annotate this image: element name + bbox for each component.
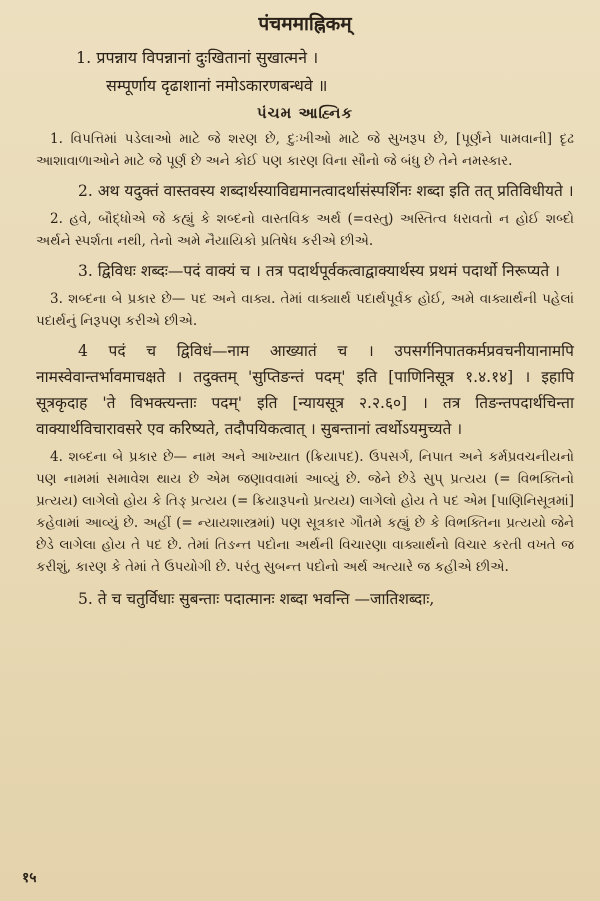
invocation-verse — [36, 44, 574, 100]
paragraph-sanskrit-5: 5. ते च चतुर्विधाः सुबन्ताः पदात्मानः शब्दा भवन्ति —जातिशब्दाः, — [78, 590, 435, 608]
paragraph-gujarati-1: 1. વિપત્તિમાં પડેલાઓ માટે જે શરણ છે, દુઃખીઓ માટે જે સુખરૂપ છે, [પૂર્ણને પામવાની] દૃઢ આશાવાળાઓને માટે જે પૂર્ણ છે અને કોઈ પણ કારણ વિના સૌનો જે બંધુ છે તેને નમસ્કાર. — [36, 131, 574, 169]
chapter-heading-sanskrit: पंचममाह्निकम् — [258, 13, 352, 35]
verse-line-1: 1. प्रपन्नाय विपन्नानां दुःखितानां सुखात्मने । — [76, 48, 319, 67]
page-number: १५ — [22, 870, 37, 886]
paragraph-sanskrit-4: 4 पदं च द्विविधं—नाम आख्यातं च । उपसर्गनिपातकर्मप्रवचनीयानामपि नामस्वेवान्तर्भावमाचक्षते । तदुक्तम् 'सुप्तिङन्तं पदम्' इति [पाणिनिसूत्र १.४.१४] । इहापि सूत्रकृदाह 'ते विभक्त्यन्ताः पदम्' इति [न्यायसूत्र २.२.६०] । तत्र तिङन्तपदार्थचिन्ता वाक्यार्थविचारावसरे एव करिष्यते, तदौपयिकत्वात् । सुबन्तानां त्वर्थोऽयमुच्यते । — [36, 342, 574, 438]
paragraph-gujarati-4: 4. શબ્દના બે પ્રકાર છે— નામ અને આખ્યાત (ક્રિયાપદ). ઉપસર્ગ, નિપાત અને કર્મપ્રવચનીયનો પણ નામમાં સમાવેશ થાય છે એમ જણાવવામાં આવ્યું છે. જેને છેડે સુપ્ પ્રત્યય (= વિભક્તિનો પ્રત્યય) લાગેલો હોય કે તિઙ્ પ્રત્યય (= ક્રિયારૂપનો પ્રત્યય) લાગેલો હોય તે પદ એમ [પાણિનિસૂત્રમાં] કહેવામાં આવ્યું છે. અહીં (= ન્યાયશાસ્ત્રમાં) પણ સૂત્રકાર ગૌતમે કહ્યું છે કે વિભક્તિના પ્રત્યયો જેને છેડે લાગેલા હોય તે પદ છે. તેમાં તિઙન્ત પદોના અર્થની વિચારણા વાક્યાર્થનો વિચાર કરતી વખતે જ કરીશું, કારણ કે તેમાં તે ઉપયોગી છે. પરંતુ સુબન્ત પદોનો અર્થ અત્યારે જ કહીએ છીએ. — [36, 449, 574, 575]
paragraph-gujarati-3: 3. શબ્દના બે પ્રકાર છે— પદ અને વાક્ય. તેમાં વાક્યાર્થ પદાર્થપૂર્વક હોઈ, અમે વાક્યાર્થની પહેલાં પદાર્થનું નિરૂપણ કરીએ છીએ. — [36, 291, 574, 329]
paragraph-gujarati-2: 2. હવે, બૌદ્ધોએ જે કહ્યું કે શબ્દનો વાસ્તવિક અર્થ (=વસ્તુ) અસ્તિત્વ ધરાવતો ન હોઈ શબ્દો અર્થને સ્પર્શતા નથી, તેનો અમે નૈયાયિકો પ્રતિષેધ કરીએ છીએ. — [36, 211, 574, 249]
paragraph-sanskrit-3: 3. द्विविधः शब्दः—पदं वाक्यं च । तत्र पदार्थपूर्वकत्वाद्वाक्यार्थस्य प्रथमं पदार्थो निरूप्यते । — [78, 262, 560, 280]
chapter-heading-gujarati: પંચમ આહ્નિક — [256, 104, 354, 122]
verse-line-2: सम्पूर्णाय दृढाशानां नमोऽकारणबन्धवे ॥ — [106, 76, 328, 95]
paragraph-sanskrit-2: 2. अथ यदुक्तं वास्तवस्य शब्दार्थस्याविद्यमानत्वादर्थासंस्पर्शिनः शब्दा इति तत् प्रतिविधीयते । — [78, 182, 574, 200]
